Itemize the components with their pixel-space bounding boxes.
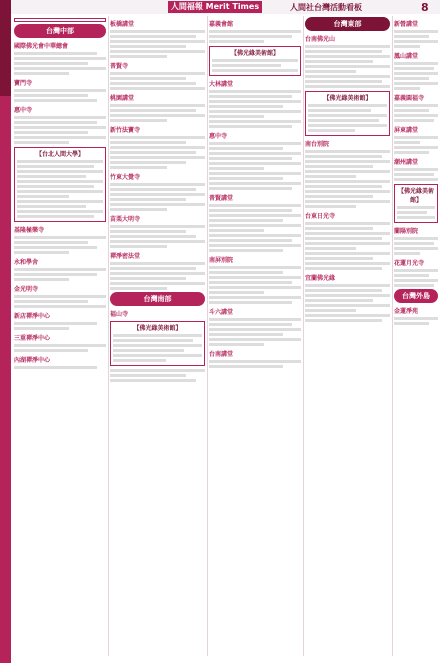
region-band-south: 台灣南部 [110,292,205,306]
listing-name: 福山寺 [110,311,129,318]
art-gallery-box [305,91,390,136]
box-title: 【佛光緣美術館】 [397,188,434,204]
listing-name: 斗六講堂 [209,309,234,316]
region-band-east: 台灣東部 [305,17,390,31]
left-side-bar-top [0,0,11,96]
listing-name: 金光明寺 [14,286,39,293]
listing-name: 南屏別院 [209,257,234,264]
listing-name: 嘉義會館 [209,21,234,28]
listing-name: 蘭陽別院 [394,228,419,235]
page-number: 8 [421,1,429,14]
left-side-bar [0,0,11,663]
listing-name: 桃園講堂 [110,95,135,102]
listing-name: 潮州講堂 [394,159,419,166]
box-title: 【佛光緣美術館】 [230,50,279,57]
listing-name: 台東日光寺 [305,213,336,220]
column-2 [110,16,205,656]
listing-name: 新店禪淨中心 [14,313,51,320]
box-title: 【佛光緣美術館】 [323,95,372,102]
column-1 [14,16,106,656]
column-3 [209,16,301,656]
listing-name: 寶門寺 [14,80,33,87]
listing-name: 新營講堂 [394,21,419,28]
column-divider [108,16,109,656]
masthead-logo: 人間福報 Merit Times [168,1,262,13]
column-divider [303,16,304,656]
art-gallery-box [394,184,438,223]
column-5 [394,16,438,656]
listing-name: 惠中寺 [209,133,228,140]
listing-name: 禪淨密法堂 [110,253,141,260]
section-title: 人間社台灣活動看板 [290,3,362,12]
listing-name: 台南佛光山 [305,36,336,43]
column-divider [392,16,393,656]
listing-name: 基隆極樂寺 [14,227,45,234]
listing-name: 台南講堂 [209,351,234,358]
column-divider [207,16,208,656]
listing-name: 新竹法寶寺 [110,127,141,134]
listing-name: 花蓮月光寺 [394,260,425,267]
art-gallery-box [110,321,205,366]
box-title: 【佛光緣美術館】 [133,325,182,332]
listing-name: 三重禪淨中心 [14,335,51,342]
listing-name: 永和學舍 [14,259,39,266]
listing-name: 嘉義圓福寺 [394,95,425,102]
listing-name: 板橋講堂 [110,21,135,28]
listing-name: 苗栗大明寺 [110,216,141,223]
listing-name: 普賢寺 [110,63,129,70]
listing-name: 南台別院 [305,141,330,148]
listing-name: 竹東大覺寺 [110,174,141,181]
taipei-university-box [14,147,106,222]
listing-name: 鳳山講堂 [394,53,419,60]
month-heading [14,18,106,22]
region-band-central: 台灣中部 [14,24,106,38]
listing-name: 宜蘭佛光緣 [305,275,336,282]
box-title: 【台北人間大學】 [35,151,84,158]
listing-name: 屏東講堂 [394,127,419,134]
art-gallery-box [209,46,301,76]
column-4 [305,16,390,656]
listing-name: 大林講堂 [209,81,234,88]
listing-name: 惠中寺 [14,107,33,114]
region-band-islands: 台灣外島 [394,289,438,303]
listing-name: 內湖禪淨中心 [14,357,51,364]
listing-name: 國際佛光會中華總會 [14,43,69,50]
listing-name: 普賢講堂 [209,195,234,202]
listing-name: 金蓮淨苑 [394,308,419,315]
